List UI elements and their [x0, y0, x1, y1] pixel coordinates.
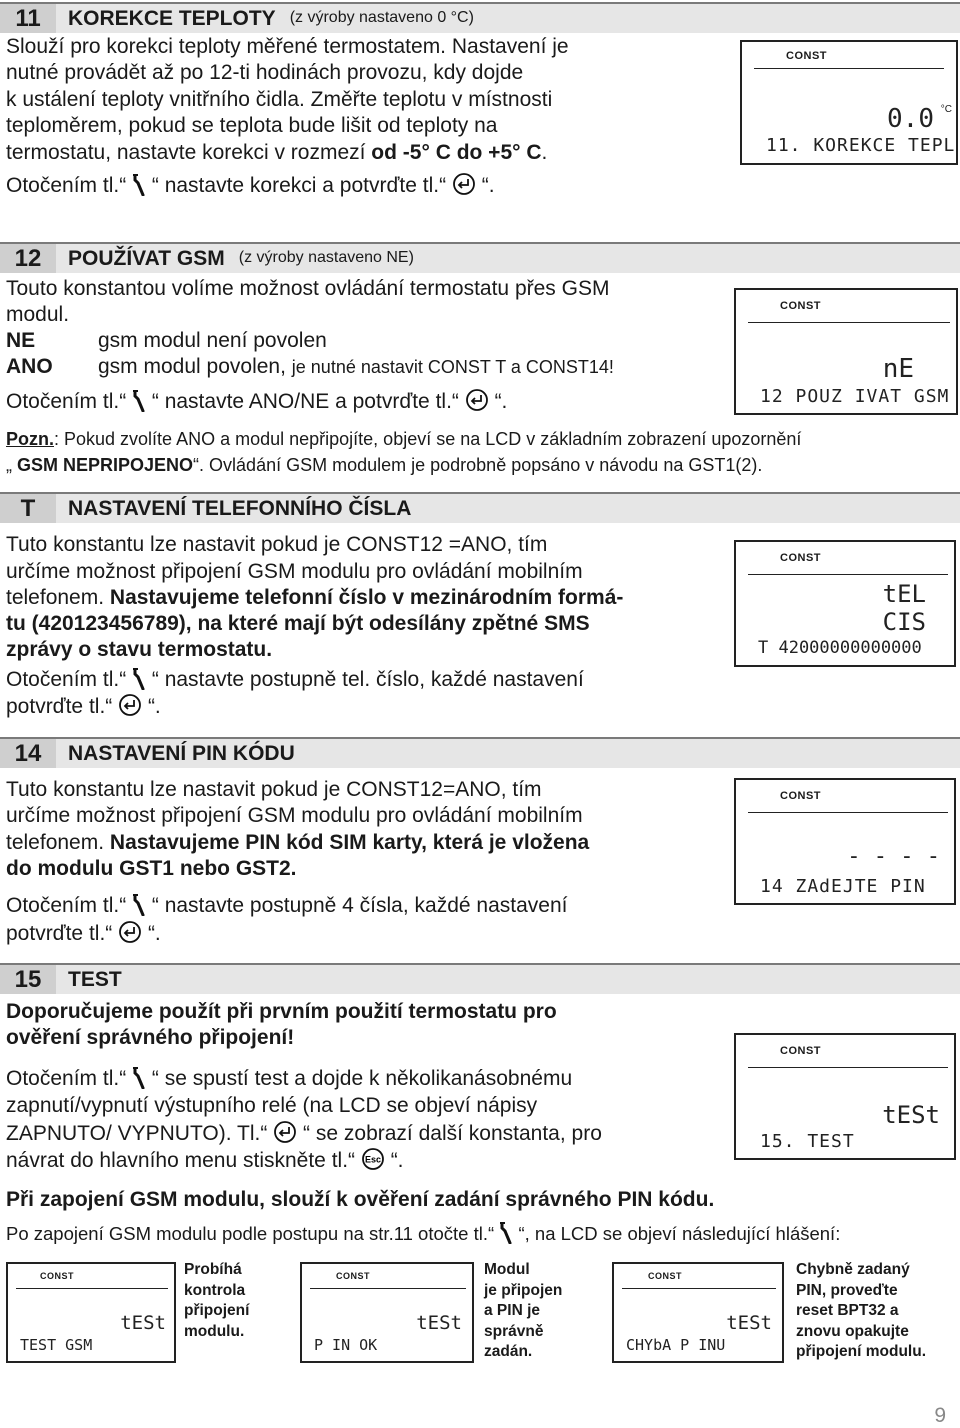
section-title: NASTAVENÍ TELEFONNÍHO ČÍSLA — [68, 497, 412, 520]
panel-caption — [184, 1260, 249, 1342]
text-span: telefonem. — [6, 586, 110, 609]
lcd-divider — [748, 812, 948, 813]
enter-icon — [465, 388, 489, 412]
note-label: Pozn. — [6, 429, 54, 449]
text-line: ověření správného připojení! — [6, 1026, 295, 1049]
section-title: TEST — [68, 968, 122, 991]
caption-line: zadán. — [484, 1343, 533, 1360]
esc-icon-label: Esc — [364, 1154, 381, 1165]
option-text: gsm modul není povolen — [98, 329, 327, 352]
caption-line: reset BPT32 a — [796, 1302, 899, 1319]
caption-line: Probíhá — [184, 1261, 242, 1278]
lcd-value: tESt — [120, 1312, 166, 1334]
text-span: nastavte ANO/NE a potvrďte tl. — [164, 390, 452, 413]
lcd-bottom-text: 14 ZAdEJTE PIN — [760, 876, 926, 897]
caption-line: modulu. — [184, 1322, 245, 1340]
text-line: nutné provádět až po 12-ti hodinách provozu, kdy dojde — [6, 61, 524, 84]
section-number: 12 — [0, 244, 56, 273]
lcd-divider — [754, 68, 944, 69]
lcd-display — [740, 40, 958, 165]
option-text — [98, 354, 614, 381]
text-line: určíme možnost připojení GSM modulu pro ovládání mobilním — [6, 804, 583, 827]
lcd-const-label: CONST — [780, 552, 821, 564]
text-line: Otočením tl.“ “ nastavte postupně tel. číslo, každé nastavení — [6, 668, 584, 691]
section-note: (z výroby nastaveno 0 °C) — [289, 9, 474, 26]
text-span: ZAPNUTO/ VYPNUTO). Tl. — [6, 1122, 261, 1145]
lcd-value: 0.0 — [887, 104, 934, 134]
lcd-bottom-text: 11. KOREKCE TEPL — [766, 135, 956, 156]
section-11-header — [0, 2, 960, 33]
text-line: potvrďte tl.“ “. — [6, 922, 161, 945]
lcd-const-label: CONST — [786, 50, 827, 62]
lcd-const-label: CONST — [780, 300, 821, 312]
text-span: nastavte postupně 4 čísla, každé nastavení — [164, 894, 568, 917]
section-title-text: KOREKCE TEPLOTY — [68, 7, 276, 30]
text-line: Tuto konstantu lze nastavit pokud je CONST12=ANO, tím — [6, 778, 542, 801]
text-line: Doporučujeme použít při prvním použití termostatu pro — [6, 1000, 557, 1023]
text-span: , na LCD se objeví následující hlášení: — [524, 1223, 841, 1244]
text-span: Otočením tl. — [6, 668, 120, 691]
text-line: ZAPNUTO/ VYPNUTO). Tl.“ “ se zobrazí další konstanta, pro — [6, 1122, 602, 1145]
text-line: zapnutí/vypnutí výstupního relé (na LCD se objeví nápisy — [6, 1094, 538, 1117]
text-line: modul. — [6, 303, 70, 326]
lcd-unit: °C — [940, 104, 952, 115]
section-number: 15 — [0, 965, 56, 994]
text-line: návrat do hlavního menu stiskněte tl.“ Esc “. — [6, 1149, 404, 1172]
caption-line: Modul — [484, 1261, 530, 1278]
section-title — [68, 4, 474, 35]
wrench-icon — [132, 1067, 146, 1089]
section-15-header — [0, 963, 960, 994]
text-span: se zobrazí další konstanta, pro — [315, 1122, 602, 1145]
text-span: „ — [6, 455, 17, 475]
lcd-bottom-text: CHYbA P INU — [626, 1336, 726, 1354]
wrench-icon — [132, 894, 146, 916]
text-line: k ustálení teploty vnitřního čidla. Změřte teplotu v místnosti — [6, 88, 553, 111]
wrench-icon — [132, 174, 146, 196]
note-line — [6, 426, 801, 453]
lcd-divider — [748, 322, 950, 323]
caption-line: je připojen — [484, 1281, 563, 1299]
option-label: NE — [6, 329, 36, 352]
text-span: potvrďte tl. — [6, 922, 106, 945]
wrench-icon — [132, 668, 146, 690]
text-span: Otočením tl. — [6, 390, 120, 413]
lcd-display — [612, 1262, 784, 1363]
lcd-const-label: CONST — [336, 1271, 370, 1281]
caption-line: znovu opakujte — [796, 1322, 909, 1340]
lcd-const-label: CONST — [40, 1271, 74, 1281]
lcd-display — [6, 1262, 176, 1363]
text-span: se spustí test a dojde k několikanásobnému — [164, 1067, 573, 1090]
lcd-display — [734, 540, 956, 667]
text-line: určíme možnost připojení GSM modulu pro ovládání mobilním — [6, 560, 583, 583]
lcd-value: nE — [882, 354, 914, 384]
text-span: nastavte korekci a potvrďte tl. — [164, 174, 440, 197]
lcd-value-line2: CIS — [882, 608, 926, 636]
text-span: návrat do hlavního menu stiskněte tl. — [6, 1149, 349, 1172]
section-title — [68, 244, 414, 275]
page-number: 9 — [934, 1404, 946, 1427]
text-line: teploměrem, pokud se teplota bude lišit od teploty na — [6, 114, 498, 137]
lcd-value-line1: tEL — [882, 580, 926, 608]
lcd-bottom-text: 15. TEST — [760, 1131, 855, 1152]
text-span: Otočením tl. — [6, 174, 120, 197]
text-line: Otočením tl.“ “ se spustí test a dojde k několikanásobnému — [6, 1067, 573, 1090]
lcd-display — [734, 288, 958, 415]
caption-line: kontrola — [184, 1281, 246, 1299]
section-T-header — [0, 492, 960, 523]
wrench-icon — [499, 1222, 513, 1244]
text-line: do modulu GST1 nebo GST2. — [6, 857, 297, 880]
text-span: Otočením tl. — [6, 1067, 120, 1090]
text-line: Otočením tl.“ “ nastavte ANO/NE a potvrďte tl.“ “. — [6, 390, 508, 413]
lcd-display — [300, 1262, 474, 1363]
text-line: Touto konstantou volíme možnost ovládání termostatu přes GSM — [6, 277, 610, 300]
esc-icon — [361, 1147, 385, 1171]
lcd-value: tESt — [882, 1101, 940, 1129]
lcd-value: tESt — [726, 1312, 772, 1334]
enter-icon — [273, 1120, 297, 1144]
caption-line: a PIN je — [484, 1302, 540, 1319]
wrench-icon — [132, 390, 146, 412]
caption-line: PIN, proveďte — [796, 1281, 898, 1299]
text-span: gsm modul povolen, — [98, 355, 292, 378]
text-line: tu (420123456789), na které mají být odesílány zpětné SMS — [6, 612, 590, 635]
section-title: NASTAVENÍ PIN KÓDU — [68, 742, 295, 765]
lcd-divider — [748, 574, 948, 575]
text-span: : Pokud zvolíte ANO a modul nepřipojíte, objeví se na LCD v základním zobrazení upozornění — [54, 429, 802, 449]
lcd-bottom-text: TEST GSM — [20, 1336, 93, 1354]
text-line: Při zapojení GSM modulu, slouží k ověření zadání správného PIN kódu. — [6, 1188, 715, 1211]
lcd-divider — [16, 1288, 168, 1289]
text-line: potvrďte tl.“ “. — [6, 695, 161, 718]
lcd-bottom-text: T 42000000000000 — [758, 638, 922, 658]
text-line: Otočením tl.“ “ nastavte postupně 4 čísla, každé nastavení — [6, 894, 568, 917]
note-line — [6, 452, 762, 479]
text-span: potvrďte tl. — [6, 695, 106, 718]
text-line: Otočením tl.“ “ nastavte korekci a potvrďte tl.“ “. — [6, 174, 495, 197]
section-note: (z výroby nastaveno NE) — [238, 249, 414, 266]
lcd-divider — [622, 1288, 776, 1289]
text-span: je nutné nastavit CONST T a CONST14! — [291, 357, 614, 377]
text-span: Otočením tl. — [6, 894, 120, 917]
text-line: zprávy o stavu termostatu. — [6, 638, 273, 661]
section-12-header — [0, 242, 960, 273]
caption-line: připojení — [184, 1302, 250, 1319]
text-span: Nastavujeme telefonní číslo v mezinárodním formá- — [109, 586, 624, 609]
caption-line: správně — [484, 1322, 544, 1340]
lcd-const-label: CONST — [648, 1271, 682, 1281]
section-number: T — [0, 494, 56, 523]
lcd-value: tESt — [416, 1312, 462, 1334]
text-line: Slouží pro korekci teploty měřené termostatem. Nastavení je — [6, 35, 569, 58]
text-line: termostatu, nastavte korekci v rozmezí od -5° C do +5° C. — [6, 141, 548, 164]
lcd-display — [734, 778, 956, 905]
lcd-display — [734, 1033, 956, 1160]
section-14-header — [0, 737, 960, 768]
lcd-bottom-text: P IN OK — [314, 1336, 378, 1354]
enter-icon — [118, 693, 142, 717]
text-range: od -5° C do +5° C — [371, 141, 542, 164]
section-number: 14 — [0, 739, 56, 768]
text-span: telefonem. — [6, 831, 110, 854]
text-span: “. Ovládání GSM modulem je podrobně popsáno v návodu na GST1(2). — [193, 455, 763, 475]
option-label: ANO — [6, 355, 53, 378]
text-span: Po zapojení GSM modulu podle postupu na str.11 otočte tl. — [6, 1223, 488, 1244]
panel-caption — [796, 1260, 926, 1363]
text-line — [6, 585, 623, 612]
lcd-divider — [310, 1288, 466, 1289]
text-line: Tuto konstantu lze nastavit pokud je CONST12 =ANO, tím — [6, 533, 548, 556]
enter-icon — [452, 172, 476, 196]
caption-line: Chybně zadaný — [796, 1261, 910, 1278]
text-span: GSM NEPRIPOJENO — [17, 455, 194, 475]
section-title-text: POUŽÍVAT GSM — [68, 247, 225, 270]
text-span: Nastavujeme PIN kód SIM karty, která je vložena — [109, 831, 590, 854]
lcd-divider — [748, 1067, 948, 1068]
text-span: termostatu, nastavte korekci v rozmezí — [6, 141, 372, 164]
text-line: Po zapojení GSM modulu podle postupu na str.11 otočte tl.“ “, na LCD se objeví následující hlášení: — [6, 1223, 841, 1244]
text-span: nastavte postupně tel. číslo, každé nastavení — [164, 668, 584, 691]
lcd-const-label: CONST — [780, 790, 821, 802]
text-line — [6, 830, 589, 857]
section-number: 11 — [0, 4, 56, 33]
lcd-const-label: CONST — [780, 1045, 821, 1057]
caption-line: připojení modulu. — [796, 1343, 927, 1360]
lcd-bottom-text: 12 POUZ IVAT GSM — [760, 386, 950, 407]
panel-caption — [484, 1260, 562, 1363]
lcd-value: - - - - — [847, 844, 940, 869]
enter-icon — [118, 920, 142, 944]
